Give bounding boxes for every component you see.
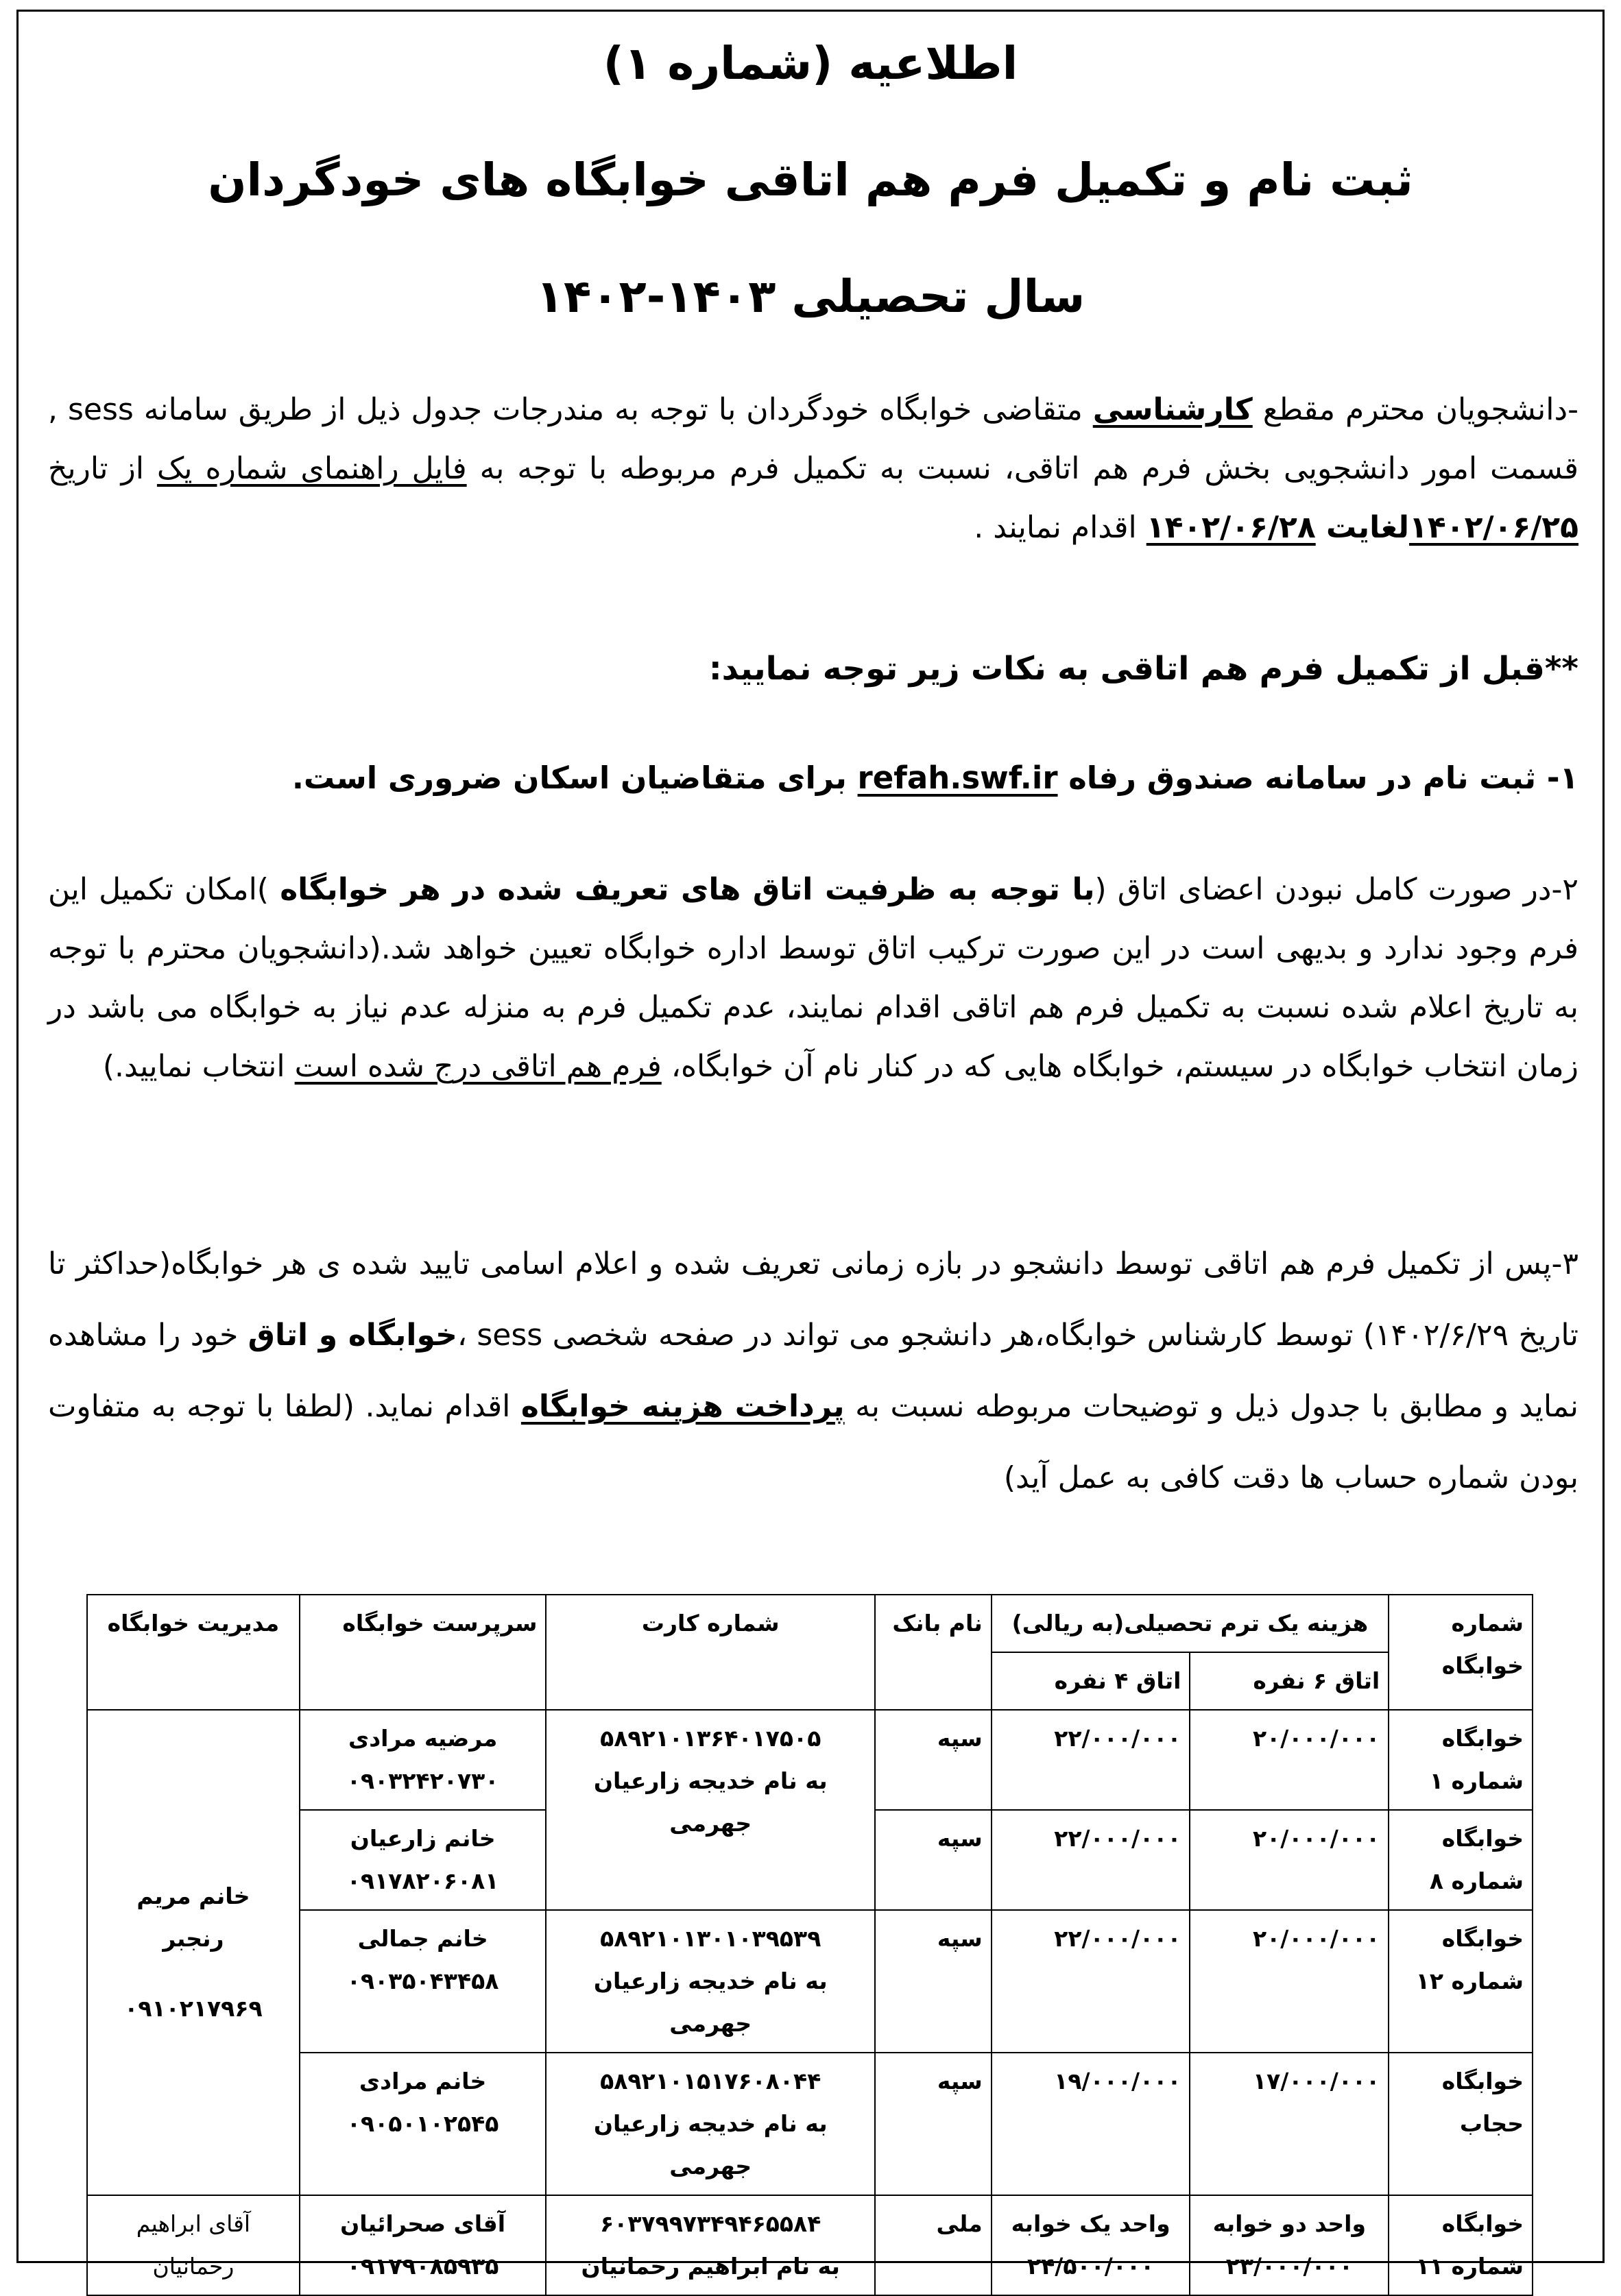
dorm-name: خوابگاه شماره ۱۲ <box>1389 1910 1533 2053</box>
academic-year: سال تحصیلی ۱۴۰۳-۱۴۰۲ <box>536 270 1085 323</box>
intro-text-2: متقاضی خوابگاه خودگردان با توجه به مندرجات جدول ذیل از طریق سامانه sess , قسمت امور دانشجویی بخش فرم هم اتاقی، نسبت به تکمیل فرم مربوطه با توجه به <box>48 392 1579 486</box>
supervisor-cell <box>300 1910 547 2053</box>
supervisor-phone: ۰۹۱۷۹۰۸۵۹۳۵ <box>346 2253 499 2280</box>
header-cost: هزینه یک ترم تحصیلی(به ریالی) <box>992 1595 1389 1652</box>
note-item-2 <box>48 860 1578 1096</box>
supervisor-name: خانم زارعیان <box>350 1825 496 1852</box>
bank-name: سپه <box>875 2053 992 2195</box>
manager-phone: ۰۹۱۰۲۱۷۹۶۹ <box>124 1995 263 2022</box>
intro-text-1: -دانشجویان محترم مقطع <box>1252 392 1578 427</box>
header-supervisor: سرپرست خوابگاه <box>300 1595 547 1710</box>
room4-cost: ۲۲/۰۰۰/۰۰۰ <box>992 1910 1190 2053</box>
supervisor-phone: ۰۹۰۳۲۴۲۰۷۳۰ <box>346 1767 499 1794</box>
manager-name: آقای ابراهیم رحمانیان <box>136 2210 251 2280</box>
supervisor-name: خانم مرادی <box>359 2068 487 2094</box>
room4-cost: ۲۲/۰۰۰/۰۰۰ <box>992 1810 1190 1910</box>
supervisor-cell <box>300 2053 547 2195</box>
note3-payment: پرداخت هزینه خوابگاه <box>520 1389 845 1424</box>
supervisor-phone: ۰۹۰۳۵۰۴۳۴۵۸ <box>346 1968 499 1994</box>
header-room6: اتاق ۶ نفره <box>1190 1652 1389 1710</box>
card-cell <box>546 1710 875 1910</box>
dorm-name: خوابگاه شماره ۸ <box>1389 1810 1533 1910</box>
dorm-fees-table <box>86 1594 1533 2296</box>
manager-name: خانم مریم رنجبر <box>136 1883 250 1952</box>
supervisor-cell <box>300 1710 547 1810</box>
note2-underline: فرم هم اتاقی درج شده است <box>294 1049 662 1084</box>
header-room4: اتاق ۴ نفره <box>992 1652 1190 1710</box>
card-cell <box>546 2195 875 2295</box>
manager-cell <box>87 2195 300 2295</box>
supervisor-phone: ۰۹۱۷۸۲۰۶۰۸۱ <box>346 1868 499 1894</box>
note2-text-3: انتخاب نمایید.) <box>102 1049 295 1084</box>
note-item-3 <box>48 1229 1578 1514</box>
room4-cost: ۱۹/۰۰۰/۰۰۰ <box>992 2053 1190 2195</box>
note2-text-1: ۲-در صورت کامل نبودن اعضای اتاق ( <box>1094 872 1579 907</box>
supervisor-name: خانم جمالی <box>357 1925 488 1952</box>
note2-bold: با توجه به ظرفیت اتاق های تعریف شده در هر خوابگاه <box>280 872 1095 907</box>
room4-cost: ۲۲/۰۰۰/۰۰۰ <box>992 1710 1190 1810</box>
card-owner: به نام ابراهیم رحمانیان <box>581 2253 840 2280</box>
supervisor-name: آقای صحرائیان <box>340 2210 506 2237</box>
dorm-name: خوابگاه شماره ۱۱ <box>1389 2195 1533 2295</box>
header-dorm: شماره خوابگاه <box>1389 1595 1533 1710</box>
header-manager: مدیریت خوابگاه <box>87 1595 300 1710</box>
supervisor-name: مرضیه مرادی <box>348 1725 498 1752</box>
date-from: ۱۴۰۲/۰۶/۲۵ <box>1409 510 1578 545</box>
intro-paragraph <box>48 380 1578 557</box>
note3-text-2: خود را مشاهده نماید و مطابق با جدول ذیل و توضیحات مربوطه نسبت به <box>48 1318 1579 1424</box>
room4-cost: ۲۴/۵۰۰/۰۰۰ <box>1026 2253 1155 2280</box>
note1-text-2: برای متقاضیان اسکان ضروری است. <box>291 760 858 796</box>
announcement-subject: ثبت نام و تکمیل فرم هم اتاقی خوابگاه های خودگردان <box>208 154 1413 206</box>
room6-cost: ۲۳/۰۰۰/۰۰۰ <box>1225 2253 1353 2280</box>
dorm-name: خوابگاه حجاب <box>1389 2053 1533 2195</box>
note1-text-1: ۱- ثبت نام در سامانه صندوق رفاه <box>1057 760 1578 796</box>
notes-heading: **قبل از تکمیل فرم هم اتاقی به نکات زیر توجه نمایید: <box>708 650 1578 688</box>
note-item-1 <box>48 760 1578 796</box>
card-owner: به نام خدیجه زارعیان جهرمی <box>593 1767 828 1837</box>
guide-file-link[interactable]: فایل راهنمای شماره یک <box>156 451 467 486</box>
bank-name: سپه <box>875 1710 992 1810</box>
card-number: ۶۰۳۷۹۹۷۳۴۹۴۶۵۵۸۴ <box>600 2210 821 2237</box>
intro-text-3: از تاریخ <box>48 451 157 486</box>
room4-label: واحد یک خوابه <box>1011 2210 1170 2237</box>
header-bank: نام بانک <box>875 1595 992 1710</box>
until-label: لغایت <box>1315 510 1410 545</box>
supervisor-cell <box>300 1810 547 1910</box>
table-row <box>87 1710 1533 1810</box>
card-number: ۵۸۹۲۱۰۱۳۰۱۰۳۹۵۳۹ <box>600 1925 821 1952</box>
card-cell <box>546 2053 875 2195</box>
refah-link[interactable]: refah.swf.ir <box>857 760 1058 796</box>
intro-text-5: اقدام نمایند . <box>974 510 1146 545</box>
announcement-title: اطلاعیه (شماره ۱) <box>603 37 1018 90</box>
note3-bold: خوابگاه و اتاق <box>248 1318 457 1353</box>
bank-name: سپه <box>875 1910 992 2053</box>
room6-cost: ۲۰/۰۰۰/۰۰۰ <box>1190 1910 1389 2053</box>
card-number: ۵۸۹۲۱۰۱۵۱۷۶۰۸۰۴۴ <box>600 2068 821 2094</box>
note3-text-3: اقدام نماید. (لطفا با توجه به متفاوت بودن شماره حساب ها دقت کافی به عمل آید) <box>48 1389 1578 1495</box>
dorm-name: خوابگاه شماره ۱ <box>1389 1710 1533 1810</box>
degree-level: کارشناسی <box>1092 392 1253 427</box>
table-header-row <box>87 1595 1533 1652</box>
note3-text-1: ۳-پس از تکمیل فرم هم اتاقی توسط دانشجو در بازه زمانی تعریف شده و اعلام اسامی تایید شده ی هر خوابگاه(حداکثر تا تاریخ ۱۴۰۲/۶/۲۹) توسط کارشناس خوابگاه،هر دانشجو می تواند در صفحه شخصی sess ، <box>48 1246 1578 1353</box>
bank-name: سپه <box>875 1810 992 1910</box>
room6-cost: ۱۷/۰۰۰/۰۰۰ <box>1190 2053 1389 2195</box>
bank-name: ملی <box>875 2195 992 2295</box>
table-row <box>87 1910 1533 2053</box>
room6-cost-cell <box>1190 2195 1389 2295</box>
date-to: ۱۴۰۲/۰۶/۲۸ <box>1146 510 1316 545</box>
supervisor-cell <box>300 2195 547 2295</box>
card-cell <box>546 1910 875 2053</box>
room6-label: واحد دو خوابه <box>1212 2210 1366 2237</box>
manager-cell <box>87 1710 300 2195</box>
table-row <box>87 2195 1533 2295</box>
supervisor-phone: ۰۹۰۵۰۱۰۲۵۴۵ <box>346 2110 499 2137</box>
room6-cost: ۲۰/۰۰۰/۰۰۰ <box>1190 1710 1389 1810</box>
card-number: ۵۸۹۲۱۰۱۳۶۴۰۱۷۵۰۵ <box>600 1725 821 1752</box>
room6-cost: ۲۰/۰۰۰/۰۰۰ <box>1190 1810 1389 1910</box>
card-owner: به نام خدیجه زارعیان جهرمی <box>593 2110 828 2179</box>
note2-text-2: )امکان تکمیل این فرم وجود ندارد و بدیهی است در این صورت ترکیب اتاق توسط اداره خوابگاه تعیین خواهد شد.(دانشجویان محترم با توجه به تاریخ اعلام شده نسبت به تکمیل فرم هم اتاقی اقدام نمایند، عدم تکمیل فرم به منزله عدم نیاز به خوابگاه می باشد در زمان انتخاب خوابگاه در سیستم، خوابگاه هایی که در کنار نام آن خوابگاه، <box>48 872 1578 1084</box>
card-owner: به نام خدیجه زارعیان جهرمی <box>593 1968 828 2037</box>
header-card: شماره کارت <box>546 1595 875 1710</box>
room4-cost-cell <box>992 2195 1190 2295</box>
table-row <box>87 2053 1533 2195</box>
